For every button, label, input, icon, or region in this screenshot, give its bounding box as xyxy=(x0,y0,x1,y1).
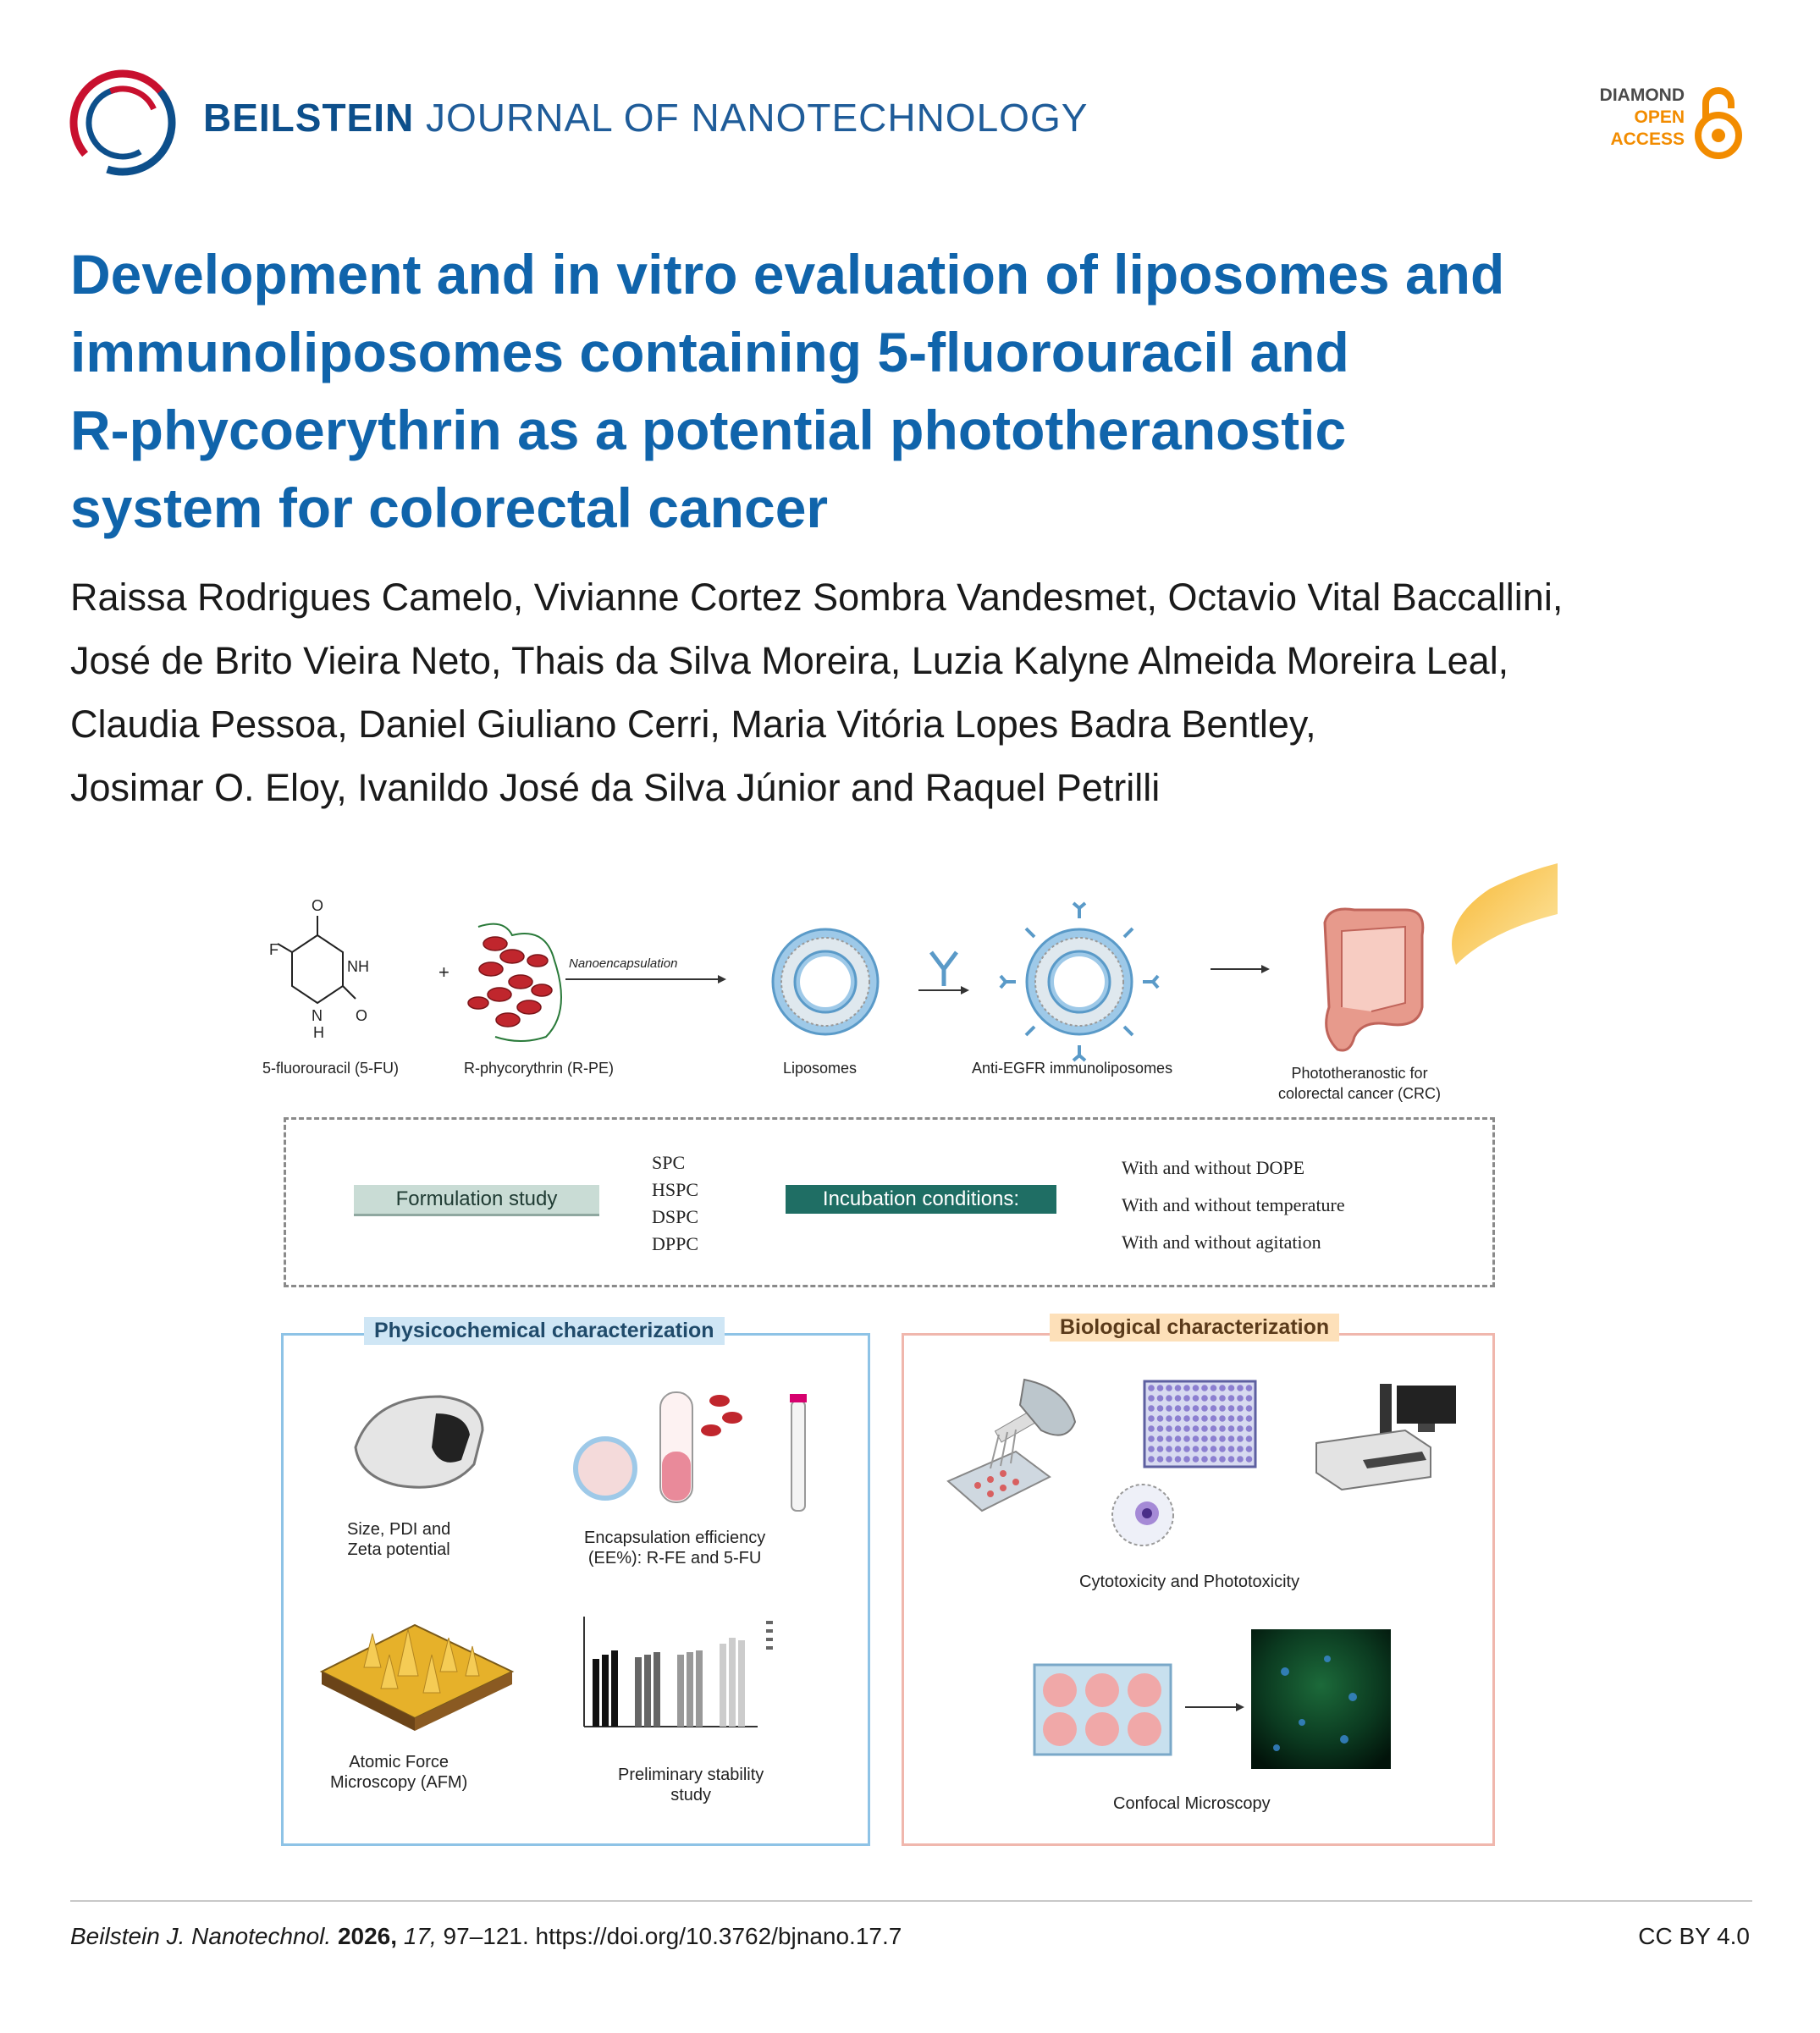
well-plate-icon xyxy=(1143,1380,1257,1468)
stability-label-line-1: Preliminary stability xyxy=(618,1766,764,1784)
journal-name xyxy=(203,95,1088,140)
author-line: Claudia Pessoa, Daniel Giuliano Cerri, Maria Vitória Lopes Badra Bentley, xyxy=(70,702,1316,746)
badge-line-2: OPEN xyxy=(1634,107,1685,127)
immunoliposome-icon xyxy=(999,901,1160,1062)
liposomes-label: Liposomes xyxy=(783,1060,858,1077)
afm-label-line-2: Microscopy (AFM) xyxy=(330,1773,468,1792)
footer-journal-abbrev: Beilstein J. Nanotechnol. xyxy=(70,1923,332,1949)
condition-item: With and without agitation xyxy=(1122,1231,1321,1253)
light-beam-icon xyxy=(1439,863,1558,965)
crc-label xyxy=(1278,1063,1441,1104)
size-label-line-1: Size, PDI and xyxy=(347,1520,451,1539)
rpe-label: R-phycorythrin (R-PE) xyxy=(464,1060,615,1077)
author-list xyxy=(70,565,1763,819)
open-access-lock-icon xyxy=(1693,85,1744,161)
afm-surface-icon xyxy=(313,1608,521,1735)
title-line: immunoliposomes containing 5-fluorouracil and xyxy=(70,321,1349,383)
size-label-line-2: Zeta potential xyxy=(347,1540,450,1559)
liposome-icon xyxy=(762,918,889,1045)
atom-f: F xyxy=(269,941,279,958)
author-line: Raissa Rodrigues Camelo, Vivianne Cortez Sombra Vandesmet, Octavio Vital Baccallini, xyxy=(70,576,1564,619)
fu-label: 5-fluorouracil (5-FU) xyxy=(262,1060,400,1077)
citation-footer xyxy=(70,1923,902,1950)
crc-label-line-1: Phototheranostic for xyxy=(1291,1065,1428,1082)
author-line: José de Brito Vieira Neto, Thais da Silva Moreira, Luzia Kalyne Almeida Moreira Leal, xyxy=(70,639,1509,682)
nanoencapsulation-arrow-icon xyxy=(565,973,726,985)
afm-label xyxy=(330,1752,467,1793)
cell-zoom-icon xyxy=(1109,1481,1177,1549)
zetasizer-instrument-icon xyxy=(347,1388,491,1498)
plate-reader-icon xyxy=(1312,1384,1464,1494)
condition-item: With and without temperature xyxy=(1122,1194,1345,1215)
plus-sign: + xyxy=(438,961,449,983)
ee-label xyxy=(584,1528,765,1568)
colon-icon xyxy=(1304,889,1439,1066)
title-line: Development and in vitro evaluation of liposomes and xyxy=(70,243,1505,306)
atom-o-top: O xyxy=(312,897,324,914)
ee-label-line-1: Encapsulation efficiency xyxy=(584,1529,766,1547)
footer-pages-doi[interactable]: 97–121. https://doi.org/10.3762/bjnano.17.7 xyxy=(443,1923,902,1949)
stability-label-line-2: study xyxy=(670,1786,712,1804)
stability-label xyxy=(618,1765,764,1805)
journal-logo-icon xyxy=(68,68,178,178)
phycoerythrin-protein-icon xyxy=(461,910,580,1054)
lipid-item: DPPC xyxy=(652,1233,699,1254)
crc-label-line-2: colorectal cancer (CRC) xyxy=(1278,1085,1442,1102)
footer-divider xyxy=(70,1900,1752,1902)
incubation-conditions-label: Incubation conditions: xyxy=(786,1185,1056,1214)
atom-h: H xyxy=(313,1024,324,1041)
formulation-study-label: Formulation study xyxy=(354,1185,599,1216)
lipid-item: SPC xyxy=(652,1152,686,1173)
size-label xyxy=(347,1519,450,1560)
journal-name-rest: JOURNAL OF NANOTECHNOLOGY xyxy=(426,96,1089,140)
atom-n: N xyxy=(312,1007,323,1024)
confocal-label: Confocal Microscopy xyxy=(1113,1794,1271,1813)
lipid-list xyxy=(652,1149,698,1258)
license-label[interactable]: CC BY 4.0 xyxy=(1638,1923,1750,1949)
author-line: Josimar O. Eloy, Ivanildo José da Silva Júnior and Raquel Petrilli xyxy=(70,766,1161,809)
ee-label-line-2: (EE%): R-FE and 5-FU xyxy=(587,1549,762,1567)
title-line: system for colorectal cancer xyxy=(70,477,829,539)
afm-label-line-1: Atomic Force xyxy=(349,1753,449,1771)
badge-line-3: ACCESS xyxy=(1610,129,1685,149)
graphical-abstract xyxy=(254,863,1558,1845)
nanoencapsulation-label: Nanoencapsulation xyxy=(569,956,678,971)
encapsulation-tubes-icon xyxy=(563,1375,817,1523)
footer-volume: 17, xyxy=(403,1923,437,1949)
physicochemical-title: Physicochemical characterization xyxy=(364,1317,725,1345)
multichannel-pipette-icon xyxy=(940,1371,1084,1519)
lipid-item: DSPC xyxy=(652,1206,699,1227)
journal-name-bold: BEILSTEIN xyxy=(203,96,415,140)
biological-title: Biological characterization xyxy=(1050,1314,1339,1342)
stability-chart-thumbnail-icon xyxy=(563,1608,800,1744)
atom-o-bottom: O xyxy=(356,1007,368,1024)
badge-line-1: DIAMOND xyxy=(1599,85,1685,105)
arrow-to-crc-icon xyxy=(1211,963,1270,975)
cyto-label: Cytotoxicity and Phototoxicity xyxy=(1079,1573,1300,1591)
title-line: R-phycoerythrin as a potential phototheranostic xyxy=(70,399,1347,461)
arrow-to-confocal-icon xyxy=(1185,1701,1244,1713)
condition-item: With and without DOPE xyxy=(1122,1157,1305,1178)
footer-year: 2026, xyxy=(337,1923,398,1949)
condition-list xyxy=(1122,1149,1345,1261)
article-title xyxy=(70,235,1721,547)
confocal-image-icon xyxy=(1251,1629,1391,1769)
six-well-plate-icon xyxy=(1033,1663,1172,1756)
atom-nh: NH xyxy=(347,958,369,975)
lipid-item: HSPC xyxy=(652,1179,699,1200)
antibody-icon xyxy=(918,944,969,994)
immunoliposomes-label: Anti-EGFR immunoliposomes xyxy=(972,1060,1173,1077)
diamond-open-access-badge xyxy=(1575,85,1744,169)
